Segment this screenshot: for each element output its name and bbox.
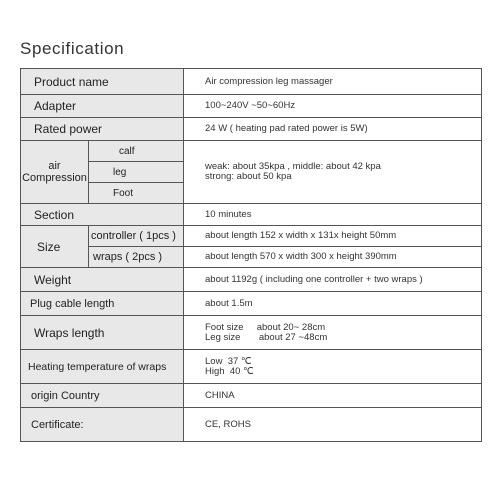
page-title: Specification	[20, 39, 125, 58]
plug-cable-label: Plug cable length	[30, 297, 115, 310]
table-row	[21, 95, 482, 118]
row-label	[21, 350, 184, 384]
size-controller-cell	[89, 226, 184, 247]
heating-value-line2: High 40 ℃	[205, 365, 254, 377]
row-value	[184, 384, 482, 408]
table-row	[21, 204, 482, 226]
row-label	[21, 118, 184, 141]
row-value	[184, 204, 482, 226]
air-compression-part	[89, 183, 184, 204]
row-label	[21, 292, 184, 316]
certificate-value: CE, ROHS	[205, 418, 251, 430]
row-value	[184, 69, 482, 95]
row-value	[184, 226, 482, 247]
table-row	[21, 316, 482, 350]
row-label	[21, 95, 184, 118]
air-compression-part	[89, 162, 184, 183]
row-value	[184, 118, 482, 141]
row-value	[184, 247, 482, 268]
table-row	[21, 292, 482, 316]
table-row	[21, 408, 482, 442]
size-wraps-label: wraps ( 2pcs )	[93, 251, 163, 263]
row-value	[184, 141, 482, 204]
weight-value: about 1192g ( including one controller + two wraps )	[205, 273, 423, 285]
origin-label: origin Country	[31, 389, 100, 402]
size-label: Size	[37, 239, 61, 254]
table-row	[21, 350, 482, 384]
size-wraps-cell	[89, 247, 184, 268]
section-value: 10 minutes	[205, 208, 252, 220]
size-wraps-value: about length 570 x width 300 x height 390mm	[205, 251, 397, 262]
row-label	[21, 316, 184, 350]
specification-table	[20, 68, 482, 442]
adapter-label: Adapter	[34, 99, 77, 113]
weight-label: Weight	[34, 272, 72, 287]
adapter-value: 100~240V ~50~60Hz	[205, 100, 296, 111]
rated-power-label: Rated power	[34, 122, 103, 136]
table-row	[21, 384, 482, 408]
rated-power-value: 24 W ( heating pad rated power is 5W)	[205, 123, 368, 134]
row-label	[21, 204, 184, 226]
row-value	[184, 408, 482, 442]
air-compression-value-line1: weak: about 35kpa , middle: about 42 kpa	[205, 161, 381, 172]
heating-value-line1: Low 37 ℃	[205, 355, 252, 367]
wraps-length-value-line1: Foot size about 20~ 28cm	[205, 321, 326, 333]
air-compression-label-line2: Compression	[22, 172, 87, 184]
wraps-length-label: Wraps length	[34, 325, 105, 340]
certificate-label: Certificate:	[31, 418, 84, 431]
table-row	[21, 268, 482, 292]
row-label	[21, 408, 184, 442]
origin-value: CHINA	[205, 389, 235, 401]
table-row	[21, 141, 482, 162]
table-row	[21, 69, 482, 95]
row-label	[21, 384, 184, 408]
row-value	[184, 268, 482, 292]
section-label: Section	[34, 207, 75, 222]
part-calf: calf	[119, 145, 135, 157]
table-row	[21, 226, 482, 247]
row-label	[21, 69, 184, 95]
row-value	[184, 292, 482, 316]
plug-cable-value: about 1.5m	[205, 297, 253, 309]
air-compression-label-line1: air	[48, 160, 61, 172]
air-compression-part	[89, 141, 184, 162]
table-row	[21, 247, 482, 268]
wraps-length-value-line2: Leg size about 27 ~48cm	[205, 331, 328, 343]
row-value	[184, 350, 482, 384]
size-controller-label: controller ( 1pcs )	[91, 230, 176, 242]
product-name-label: Product name	[34, 74, 109, 89]
row-value	[184, 95, 482, 118]
part-leg: leg	[113, 166, 127, 178]
product-name-value: Air compression leg massager	[205, 75, 333, 87]
heating-label: Heating temperature of wraps	[28, 360, 167, 373]
table-row	[21, 118, 482, 141]
row-label	[21, 226, 89, 268]
air-compression-value-line2: strong: about 50 kpa	[205, 171, 292, 182]
size-controller-value: about length 152 x width x 131x height 50mm	[205, 230, 397, 241]
row-label	[21, 268, 184, 292]
part-foot: Foot	[113, 187, 134, 199]
row-label	[21, 141, 89, 204]
row-value	[184, 316, 482, 350]
